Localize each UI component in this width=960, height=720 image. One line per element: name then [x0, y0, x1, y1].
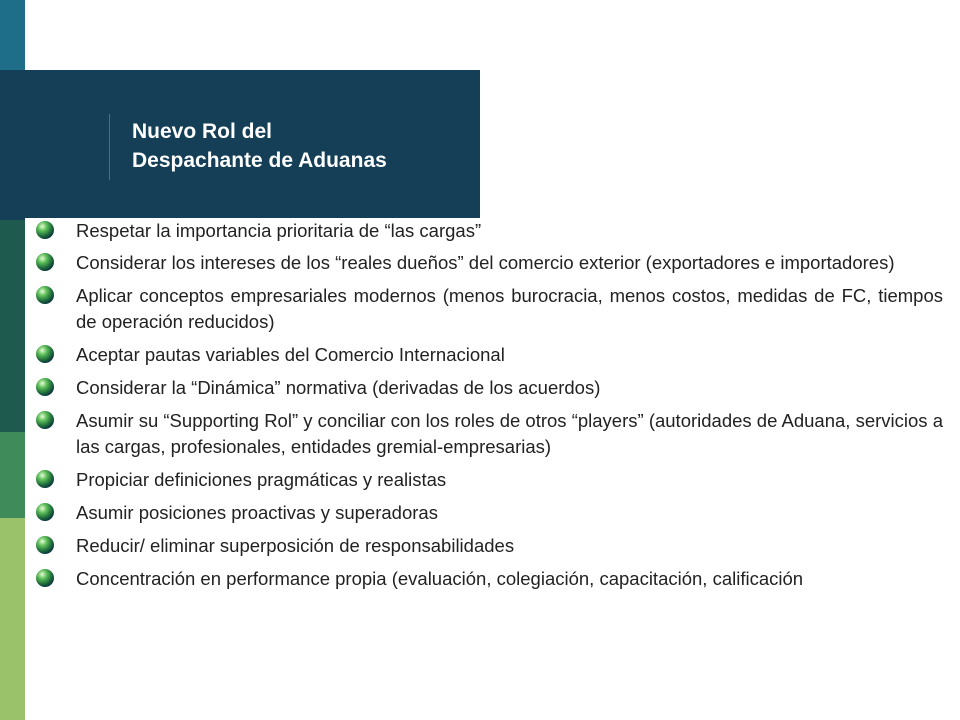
bullet-item [35, 375, 943, 401]
bullet-text: Considerar la “Dinámica” normativa (derivadas de los acuerdos) [76, 377, 601, 398]
green-sphere-bullet-icon [35, 285, 55, 305]
slide-title [132, 117, 387, 175]
bullet-item [35, 467, 943, 493]
slide-title-line-2: Despachante de Aduanas [132, 149, 387, 172]
slide-title-line-1: Nuevo Rol del [132, 120, 273, 143]
bullet-text: Propiciar definiciones pragmáticas y realistas [76, 469, 447, 490]
accent-bar-green [0, 432, 25, 518]
green-sphere-bullet-icon [35, 502, 55, 522]
bullet-item [35, 283, 943, 335]
bullet-text: Aceptar pautas variables del Comercio Internacional [76, 344, 505, 365]
green-sphere-bullet-icon [35, 469, 55, 489]
bullet-list [35, 218, 943, 599]
bullet-item [35, 218, 943, 244]
bullet-item [35, 408, 943, 460]
bullet-text: Considerar los intereses de los “reales dueños” del comercio exterior (exportadores e importadores) [76, 252, 895, 273]
accent-bar-top [0, 0, 25, 70]
green-sphere-bullet-icon [35, 535, 55, 555]
bullet-text: Aplicar conceptos empresariales modernos (menos burocracia, menos costos, medidas de FC, tiempos de operación reducidos) [76, 285, 943, 332]
bullet-item [35, 566, 943, 592]
accent-bar-dark-green [0, 220, 25, 432]
bullet-text: Reducir/ eliminar superposición de responsabilidades [76, 535, 515, 556]
bullet-text: Asumir su “Supporting Rol” y conciliar con los roles de otros “players” (autoridades de Aduana, servicios a las cargas, profesionales, entidades gremial-empresarias) [76, 410, 943, 457]
green-sphere-bullet-icon [35, 410, 55, 430]
accent-bar-light-green [0, 518, 25, 720]
green-sphere-bullet-icon [35, 252, 55, 272]
bullet-item [35, 500, 943, 526]
green-sphere-bullet-icon [35, 568, 55, 588]
accent-bar-navy [0, 70, 25, 220]
bullet-text: Asumir posiciones proactivas y superadoras [76, 502, 438, 523]
green-sphere-bullet-icon [35, 220, 55, 240]
bullet-item [35, 533, 943, 559]
bullet-item [35, 342, 943, 368]
green-sphere-bullet-icon [35, 344, 55, 364]
bullet-text: Concentración en performance propia (evaluación, colegiación, capacitación, calificación [76, 568, 804, 589]
title-panel [25, 70, 480, 218]
title-divider [109, 114, 110, 180]
green-sphere-bullet-icon [35, 377, 55, 397]
bullet-text: Respetar la importancia prioritaria de “las cargas” [76, 220, 482, 241]
bullet-item [35, 250, 943, 276]
